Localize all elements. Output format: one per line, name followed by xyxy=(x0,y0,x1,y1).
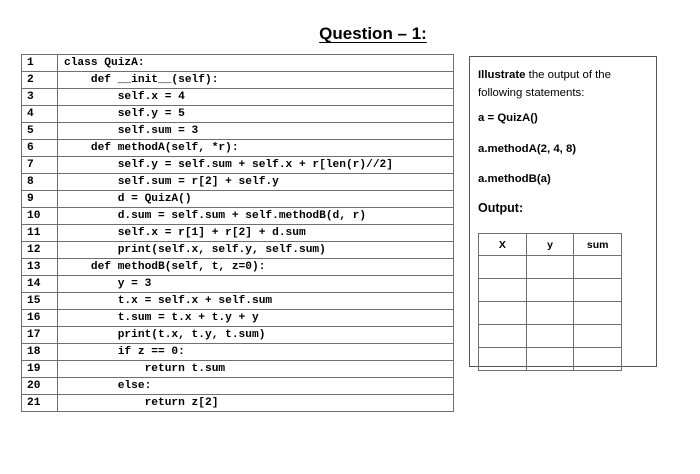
code-line-row xyxy=(22,208,454,225)
line-number: 11 xyxy=(22,225,58,242)
output-cell[interactable] xyxy=(479,256,527,279)
output-row xyxy=(479,348,622,371)
code-text: else: xyxy=(58,378,454,395)
line-number: 7 xyxy=(22,157,58,174)
code-text: self.x = r[1] + r[2] + d.sum xyxy=(58,225,454,242)
line-number: 21 xyxy=(22,395,58,412)
line-number: 15 xyxy=(22,293,58,310)
line-number: 5 xyxy=(22,123,58,140)
output-row xyxy=(479,279,622,302)
code-line-row xyxy=(22,123,454,140)
code-listing-body xyxy=(22,55,454,412)
code-line-row xyxy=(22,157,454,174)
code-line-row xyxy=(22,191,454,208)
output-cell[interactable] xyxy=(479,348,527,371)
output-header-y: y xyxy=(526,234,574,256)
code-line-row xyxy=(22,378,454,395)
code-line-row xyxy=(22,293,454,310)
question-box xyxy=(469,56,657,367)
output-cell[interactable] xyxy=(526,325,574,348)
code-text: self.x = 4 xyxy=(58,89,454,106)
code-text: print(self.x, self.y, self.sum) xyxy=(58,242,454,259)
line-number: 14 xyxy=(22,276,58,293)
code-listing-table xyxy=(21,54,454,412)
statement-method-b: a.methodB(a) xyxy=(478,173,551,185)
line-number: 10 xyxy=(22,208,58,225)
code-line-row xyxy=(22,276,454,293)
output-cell[interactable] xyxy=(526,256,574,279)
code-line-row xyxy=(22,361,454,378)
code-text: def methodB(self, t, z=0): xyxy=(58,259,454,276)
output-header-sum: sum xyxy=(574,234,622,256)
output-cell[interactable] xyxy=(526,302,574,325)
code-text: self.y = 5 xyxy=(58,106,454,123)
line-number: 1 xyxy=(22,55,58,72)
code-text: return t.sum xyxy=(58,361,454,378)
instruction-rest: the output of the following statements: xyxy=(478,69,611,99)
line-number: 2 xyxy=(22,72,58,89)
output-cell[interactable] xyxy=(526,279,574,302)
code-text: self.y = self.sum + self.x + r[len(r)//2] xyxy=(58,157,454,174)
code-text: return z[2] xyxy=(58,395,454,412)
output-cell[interactable] xyxy=(574,279,622,302)
code-text: d = QuizA() xyxy=(58,191,454,208)
code-text: def methodA(self, *r): xyxy=(58,140,454,157)
output-row xyxy=(479,302,622,325)
line-number: 16 xyxy=(22,310,58,327)
instruction-bold: Illustrate xyxy=(478,69,526,81)
line-number: 3 xyxy=(22,89,58,106)
line-number: 20 xyxy=(22,378,58,395)
code-text: t.sum = t.x + t.y + y xyxy=(58,310,454,327)
line-number: 18 xyxy=(22,344,58,361)
output-cell[interactable] xyxy=(574,348,622,371)
code-line-row xyxy=(22,344,454,361)
output-label: Output: xyxy=(478,201,524,215)
output-table xyxy=(478,233,622,371)
statement-method-a: a.methodA(2, 4, 8) xyxy=(478,143,577,155)
code-text: print(t.x, t.y, t.sum) xyxy=(58,327,454,344)
output-cell[interactable] xyxy=(574,325,622,348)
line-number: 17 xyxy=(22,327,58,344)
code-line-row xyxy=(22,72,454,89)
code-text: if z == 0: xyxy=(58,344,454,361)
code-text: y = 3 xyxy=(58,276,454,293)
output-cell[interactable] xyxy=(479,279,527,302)
instruction-text xyxy=(478,66,650,102)
code-line-row xyxy=(22,55,454,72)
line-number: 6 xyxy=(22,140,58,157)
statement-create: a = QuizA() xyxy=(478,112,538,124)
code-text: t.x = self.x + self.sum xyxy=(58,293,454,310)
code-line-row xyxy=(22,225,454,242)
output-header-x: X xyxy=(479,234,527,256)
code-line-row xyxy=(22,242,454,259)
line-number: 4 xyxy=(22,106,58,123)
output-cell[interactable] xyxy=(479,302,527,325)
output-row xyxy=(479,325,622,348)
code-line-row xyxy=(22,174,454,191)
code-text: self.sum = 3 xyxy=(58,123,454,140)
line-number: 13 xyxy=(22,259,58,276)
line-number: 19 xyxy=(22,361,58,378)
output-table-body xyxy=(479,256,622,371)
code-line-row xyxy=(22,106,454,123)
output-cell[interactable] xyxy=(574,302,622,325)
code-line-row xyxy=(22,89,454,106)
code-line-row xyxy=(22,395,454,412)
output-cell[interactable] xyxy=(526,348,574,371)
code-text: class QuizA: xyxy=(58,55,454,72)
line-number: 9 xyxy=(22,191,58,208)
line-number: 8 xyxy=(22,174,58,191)
output-cell[interactable] xyxy=(574,256,622,279)
page-title: Question – 1: xyxy=(319,24,427,43)
output-header-row xyxy=(479,234,622,256)
output-cell[interactable] xyxy=(479,325,527,348)
code-text: self.sum = r[2] + self.y xyxy=(58,174,454,191)
code-line-row xyxy=(22,310,454,327)
code-line-row xyxy=(22,140,454,157)
output-row xyxy=(479,256,622,279)
code-line-row xyxy=(22,327,454,344)
line-number: 12 xyxy=(22,242,58,259)
code-text: d.sum = self.sum + self.methodB(d, r) xyxy=(58,208,454,225)
code-line-row xyxy=(22,259,454,276)
code-text: def __init__(self): xyxy=(58,72,454,89)
